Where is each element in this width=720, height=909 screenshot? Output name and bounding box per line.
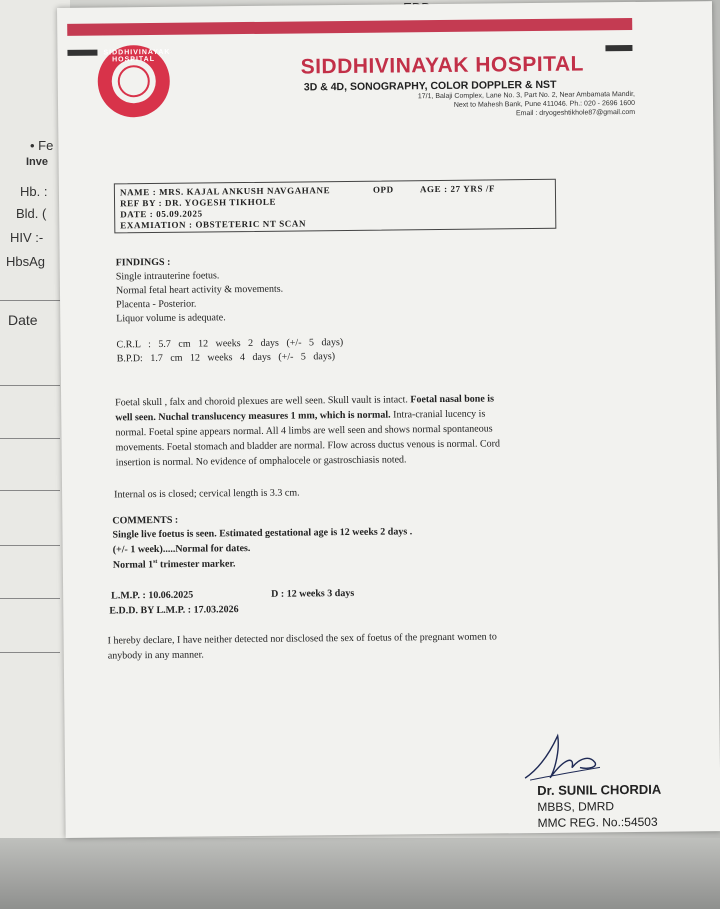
comment-superscript: st [153, 558, 158, 566]
paragraph-text: Foetal skull , falx and choroid plexues are well seen. Skull vault is intact. [115, 394, 408, 409]
form-line [0, 438, 60, 439]
form-line [0, 598, 60, 599]
form-line [0, 385, 60, 386]
comments-heading: COMMENTS : [112, 514, 179, 527]
form-line [0, 490, 60, 491]
underlying-label: Inve [26, 156, 49, 168]
comment-line: (+/- 1 week).....Normal for dates. [112, 543, 251, 556]
opd-label: OPD [372, 184, 394, 195]
hospital-email: Email : dryogeshtikhole87@gmail.com [515, 108, 636, 118]
declaration-line: I hereby declare, I have neither detected nor disclosed the sex of foetus of the pregnant women to [107, 631, 497, 647]
paragraph-bold: well seen. Nuchal translucency measures 1 mm, which is normal. [115, 409, 391, 424]
form-line [0, 652, 60, 653]
crl-measurement: C.R.L : 5.7 cm 12 weeks 2 days (+/- 5 days) [116, 337, 344, 351]
comment-text: trimester marker. [157, 558, 236, 571]
bottom-surface [0, 838, 720, 909]
doctor-qualification: MBBS, DMRD [537, 799, 615, 815]
paragraph-line: insertion is normal. No evidence of omphalocele or gastroschiasis noted. [115, 454, 407, 469]
declaration-line: anybody in any manner. [107, 649, 204, 662]
finding-line: Normal fetal heart activity & movements. [115, 283, 284, 297]
bpd-measurement: B.P.D: 1.7 cm 12 weeks 4 days (+/- 5 days) [116, 351, 336, 365]
form-line [0, 545, 60, 546]
edd-date: E.D.D. BY L.M.P. : 17.03.2026 [109, 604, 239, 617]
hospital-services: 3D & 4D, SONOGRAPHY, COLOR DOPPLER & NST [303, 78, 557, 94]
gestation-duration: D : 12 weeks 3 days [271, 587, 355, 600]
paragraph-bold: Foetal nasal bone is [410, 393, 495, 406]
cervical-length: Internal os is closed; cervical length is 3.3 cm. [114, 487, 300, 501]
paragraph-line [115, 393, 494, 408]
paragraph-line: movements. Foetal stomach and bladder are normal. Flow across ductus venous is normal. Cord [115, 438, 501, 454]
patient-name: NAME : MRS. KAJAL ANKUSH NAVGAHANE [119, 185, 331, 198]
comment-line: Single live foetus is seen. Estimated gestational age is 12 weeks 2 days . [112, 526, 413, 541]
header-accent [67, 50, 97, 56]
logo-text: SIDDHIVINAYAK HOSPITAL [103, 48, 171, 64]
address-line: 17/1, Balaji Complex, Lane No. 3, Part No. 2, Near Ambamata Mandir, [417, 90, 635, 101]
lmp-date: L.M.P. : 10.06.2025 [111, 589, 194, 602]
header-bar [67, 18, 632, 36]
hospital-name: SIDDHIVINAYAK HOSPITAL [300, 52, 585, 79]
underlying-label: Date [8, 312, 38, 328]
patient-info-box [114, 179, 556, 234]
finding-line: Liquor volume is adequate. [116, 312, 226, 325]
doctor-name: Dr. SUNIL CHORDIA [537, 781, 662, 799]
examination: EXAMIATION : OBSTETERIC NT SCAN [120, 218, 307, 231]
medical-cross-icon [118, 65, 150, 97]
finding-line: Single intrauterine foetus. [115, 270, 220, 283]
form-line [0, 300, 60, 301]
underlying-label: Bld. ( [16, 206, 47, 221]
underlying-label: HbsAg [6, 254, 46, 269]
report-date: DATE : 05.09.2025 [120, 208, 203, 220]
paragraph-text: Intra-cranial lucency is [393, 408, 486, 421]
comment-text: Normal 1 [112, 559, 154, 571]
paragraph-line: normal. Foetal spine appears normal. All 4 limbs are well seen and shows normal spontaneous [115, 423, 493, 439]
underlying-label: Hb. : [20, 184, 48, 199]
report-page [57, 1, 720, 838]
patient-age: AGE : 27 YRS /F [419, 183, 496, 195]
finding-line: Placenta - Posterior. [116, 298, 197, 311]
underlying-label: HIV :- [10, 230, 44, 245]
address-line: Next to Mahesh Bank, Pune 411046. Ph.: 020 - 2696 1600 [453, 99, 636, 109]
underlying-label: • Fe [30, 138, 54, 153]
doctor-signature [520, 727, 611, 788]
ref-by: REF BY : DR. YOGESH TIKHOLE [119, 196, 277, 209]
doctor-registration: MMC REG. No.:54503 [537, 814, 658, 831]
paragraph-line [115, 409, 485, 424]
findings-heading: FINDINGS : [115, 256, 171, 269]
header-accent [605, 45, 632, 51]
hospital-logo [97, 45, 170, 118]
comment-line [113, 558, 236, 571]
